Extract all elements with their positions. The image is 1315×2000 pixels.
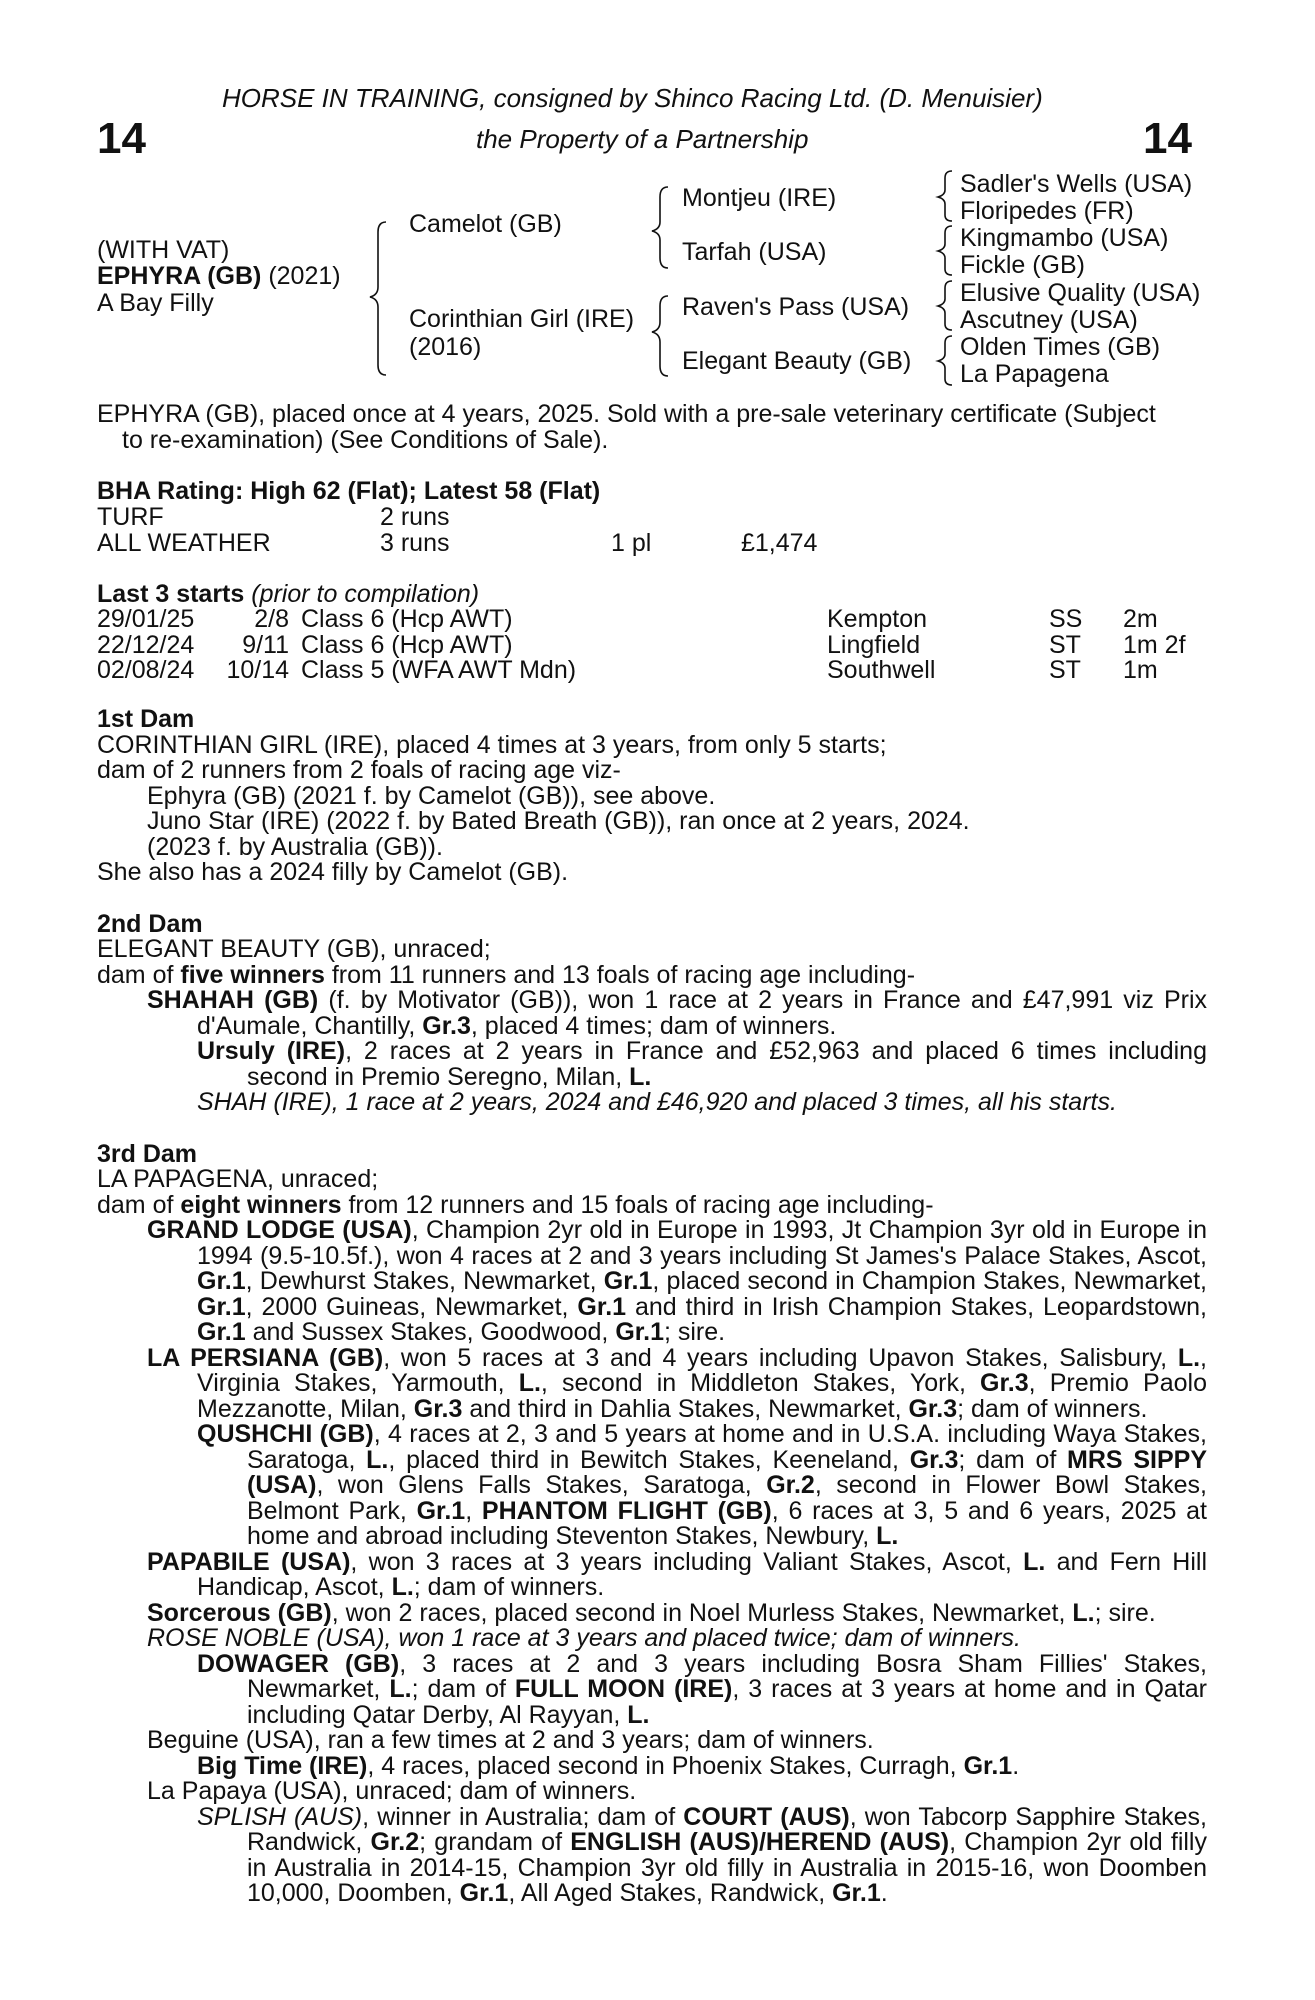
last-starts-note: (prior to compilation) xyxy=(251,580,480,608)
dam-dam: Elegant Beauty (GB) xyxy=(682,347,912,375)
sss: Sadler's Wells (USA) xyxy=(960,170,1193,198)
start-position: 9/11 xyxy=(242,630,289,659)
earnings: £1,474 xyxy=(741,528,818,557)
dam-sire: Raven's Pass (USA) xyxy=(682,293,910,321)
summary-line-2: to re-examination) (See Conditions of Sale). xyxy=(122,426,609,454)
produce-entry: SPLISH (AUS), winner in Australia; dam of COURT (AUS), won Tabcorp Sapphire Stakes, Randwick, Gr.2; grandam of ENGLISH (AUS)/HEREND (AUS), Champion 2yr old filly in Australia in 2014-15, Champion 3yr old filly in Australia in 2015-16, won Doomben 10,000, Doomben, Gr.1, All Aged Stakes, Randwick, Gr.1. xyxy=(197,1802,1208,1907)
last-starts-heading xyxy=(97,582,479,608)
produce-entry: Ursuly (IRE), 2 races at 2 years in France and £52,963 and placed 6 times including second in Premio Seregno, Milan, L. xyxy=(197,1037,1207,1091)
rating-title: BHA Rating: High 62 (Flat); Latest 58 (Flat) xyxy=(97,477,601,505)
sire-sire: Montjeu (IRE) xyxy=(682,184,837,212)
dam: Corinthian Girl (IRE) xyxy=(409,305,635,333)
start-date: 02/08/24 xyxy=(97,656,195,684)
produce-entry: La Papaya (USA), unraced; dam of winners. xyxy=(147,1777,637,1805)
third-dam-line: LA PAPAGENA, unraced; xyxy=(97,1165,379,1193)
horse-name: EPHYRA (GB) xyxy=(97,262,262,290)
produce-entry: LA PERSIANA (GB), won 5 races at 3 and 4 years including Upavon Stakes, Salisbury, L., Virginia Stakes, Yarmouth, L., second in Middleton Stakes, York, Gr.3, Premio Paolo Mezzanotte, Milan, Gr.3 and third in Dahlia Stakes, Newmarket, Gr.3; dam of winners. xyxy=(147,1343,1207,1423)
dsd: Ascutney (USA) xyxy=(960,306,1138,334)
sdd: Fickle (GB) xyxy=(960,251,1085,279)
last-starts-title: Last 3 starts xyxy=(97,580,245,608)
earnings xyxy=(741,505,817,531)
start-course: Kempton xyxy=(827,605,928,633)
sire-dam: Tarfah (USA) xyxy=(682,238,827,266)
consignor-line: HORSE IN TRAINING, consigned by Shinco Racing Ltd. (D. Menuisier) xyxy=(222,83,1043,113)
table-row xyxy=(97,658,1186,684)
produce-entry: SHAH (IRE), 1 race at 2 years, 2024 and £46,920 and placed 3 times, all his starts. xyxy=(197,1088,1117,1116)
runs: 3 runs xyxy=(380,528,450,557)
surface: ALL WEATHER xyxy=(97,528,271,557)
produce-entry: PAPABILE (USA), won 3 races at 3 years including Valiant Stakes, Ascot, L. and Fern Hill Handicap, Ascot, L.; dam of winners. xyxy=(147,1547,1207,1601)
start-race: Class 6 (Hcp AWT) xyxy=(301,605,513,633)
produce-entry: SHAHAH (GB) (f. by Motivator (GB)), won 1 race at 2 years in France and £47,991 viz Prix d'Aumale, Chantilly, Gr.3, placed 4 times; dam of winners. xyxy=(147,986,1208,1040)
start-date: 29/01/25 xyxy=(97,605,195,633)
third-dam-title: 3rd Dam xyxy=(97,1139,198,1168)
vat-label: (WITH VAT) xyxy=(97,236,230,264)
dam-sections xyxy=(97,707,1207,1907)
sds: Kingmambo (USA) xyxy=(960,224,1169,252)
table-row xyxy=(97,633,1186,659)
produce-entry: ROSE NOBLE (USA), won 1 race at 3 years and placed twice; dam of winners. xyxy=(147,1624,1021,1652)
produce-entry: QUSHCHI (GB), 4 races at 2, 3 and 5 years at home and in U.S.A. including Waya Stakes, Saratoga, L., placed third in Bewitch Stakes, Keeneland, Gr.3; dam of MRS SIPPY (USA), won Glens Falls Stakes, Saratoga, Gr.2, second in Flower Bowl Stakes, Belmont Park, Gr.1, PHANTOM FLIGHT (GB), 6 races at 3, 5 and 6 years, 2025 at home and abroad including Steventon Stakes, Newbury, L. xyxy=(197,1420,1208,1550)
ssd: Floripedes (FR) xyxy=(960,197,1134,225)
lot-number-right: 14 xyxy=(1143,114,1192,163)
last-starts-table xyxy=(97,607,1186,684)
placed: 1 pl xyxy=(611,528,652,557)
start-race: Class 6 (Hcp AWT) xyxy=(301,630,513,659)
produce-entry: Beguine (USA), ran a few times at 2 and 3 years; dam of winners. xyxy=(147,1726,874,1754)
first-dam-title: 1st Dam xyxy=(97,705,195,733)
start-distance: 1m xyxy=(1123,656,1158,684)
produce-entry: GRAND LODGE (USA), Champion 2yr old in Europe in 1993, Jt Champion 3yr old in Europe in 1994 (9.5-10.5f.), won 4 races at 2 and 3 years including St James's Palace Stakes, Ascot, Gr.1, Dewhurst Stakes, Newmarket, Gr.1, placed second in Champion Stakes, Newmarket, Gr.1, 2000 Guineas, Newmarket, Gr.1 and third in Irish Champion Stakes, Leopardstown, Gr.1 and Sussex Stakes, Goodwood, Gr.1; sire. xyxy=(147,1216,1207,1346)
horse-year: (2021) xyxy=(268,262,341,290)
first-dam-line: dam of 2 runners from 2 foals of racing age viz- xyxy=(97,756,621,784)
property-line: the Property of a Partnership xyxy=(476,124,809,154)
table-row xyxy=(97,607,1186,633)
start-distance: 2m xyxy=(1123,605,1158,633)
dam-year: (2016) xyxy=(409,333,482,361)
first-dam-produce: Ephyra (GB) (2021 f. by Camelot (GB)), see above. xyxy=(147,781,716,810)
lot-number-left: 14 xyxy=(97,114,146,163)
produce-entry: Sorcerous (GB), won 2 races, placed second in Noel Murless Stakes, Newmarket, L.; sire. xyxy=(147,1598,1156,1627)
produce-entry: Big Time (IRE), 4 races, placed second in Phoenix Stakes, Curragh, Gr.1. xyxy=(197,1751,1020,1780)
start-race: Class 5 (WFA AWT Mdn) xyxy=(301,656,577,684)
sire: Camelot (GB) xyxy=(409,210,562,238)
second-dam-line: dam of five winners from 11 runners and 13 foals of racing age including- xyxy=(97,960,916,989)
dss: Elusive Quality (USA) xyxy=(960,279,1201,307)
rating-table xyxy=(97,505,817,556)
start-date: 22/12/24 xyxy=(97,630,195,659)
first-dam-produce: (2023 f. by Australia (GB)). xyxy=(147,832,443,861)
start-going: ST xyxy=(1049,630,1081,659)
surface: TURF xyxy=(97,503,164,531)
second-dam-title: 2nd Dam xyxy=(97,909,203,938)
start-position: 10/14 xyxy=(226,656,289,684)
dds: Olden Times (GB) xyxy=(960,333,1161,361)
third-dam-line: dam of eight winners from 12 runners and 15 foals of racing age including- xyxy=(97,1190,934,1219)
first-dam-line: She also has a 2024 filly by Camelot (GB). xyxy=(97,858,569,886)
placed xyxy=(611,505,741,531)
summary-line-1: EPHYRA (GB), placed once at 4 years, 2025. Sold with a pre-sale veterinary certificate (Subject xyxy=(97,400,1156,428)
start-going: ST xyxy=(1049,656,1081,684)
start-course: Southwell xyxy=(827,656,936,684)
start-course: Lingfield xyxy=(827,630,921,659)
rating-row xyxy=(97,531,817,557)
start-position: 2/8 xyxy=(254,605,289,633)
runs: 2 runs xyxy=(380,503,450,531)
start-going: SS xyxy=(1049,605,1083,633)
horse-description: A Bay Filly xyxy=(97,289,214,317)
second-dam-line: ELEGANT BEAUTY (GB), unraced; xyxy=(97,935,491,963)
produce-entry: DOWAGER (GB), 3 races at 2 and 3 years including Bosra Sham Fillies' Stakes, Newmarket, L.; dam of FULL MOON (IRE), 3 races at 3 years at home and in Qatar including Qatar Derby, Al Rayyan, L. xyxy=(197,1649,1208,1729)
first-dam-line: CORINTHIAN GIRL (IRE), placed 4 times at 3 years, from only 5 starts; xyxy=(97,730,887,759)
rating-row xyxy=(97,505,817,531)
first-dam-produce: Juno Star (IRE) (2022 f. by Bated Breath (GB)), ran once at 2 years, 2024. xyxy=(147,807,970,835)
start-distance: 1m 2f xyxy=(1123,630,1186,659)
ddd: La Papagena xyxy=(960,360,1109,388)
